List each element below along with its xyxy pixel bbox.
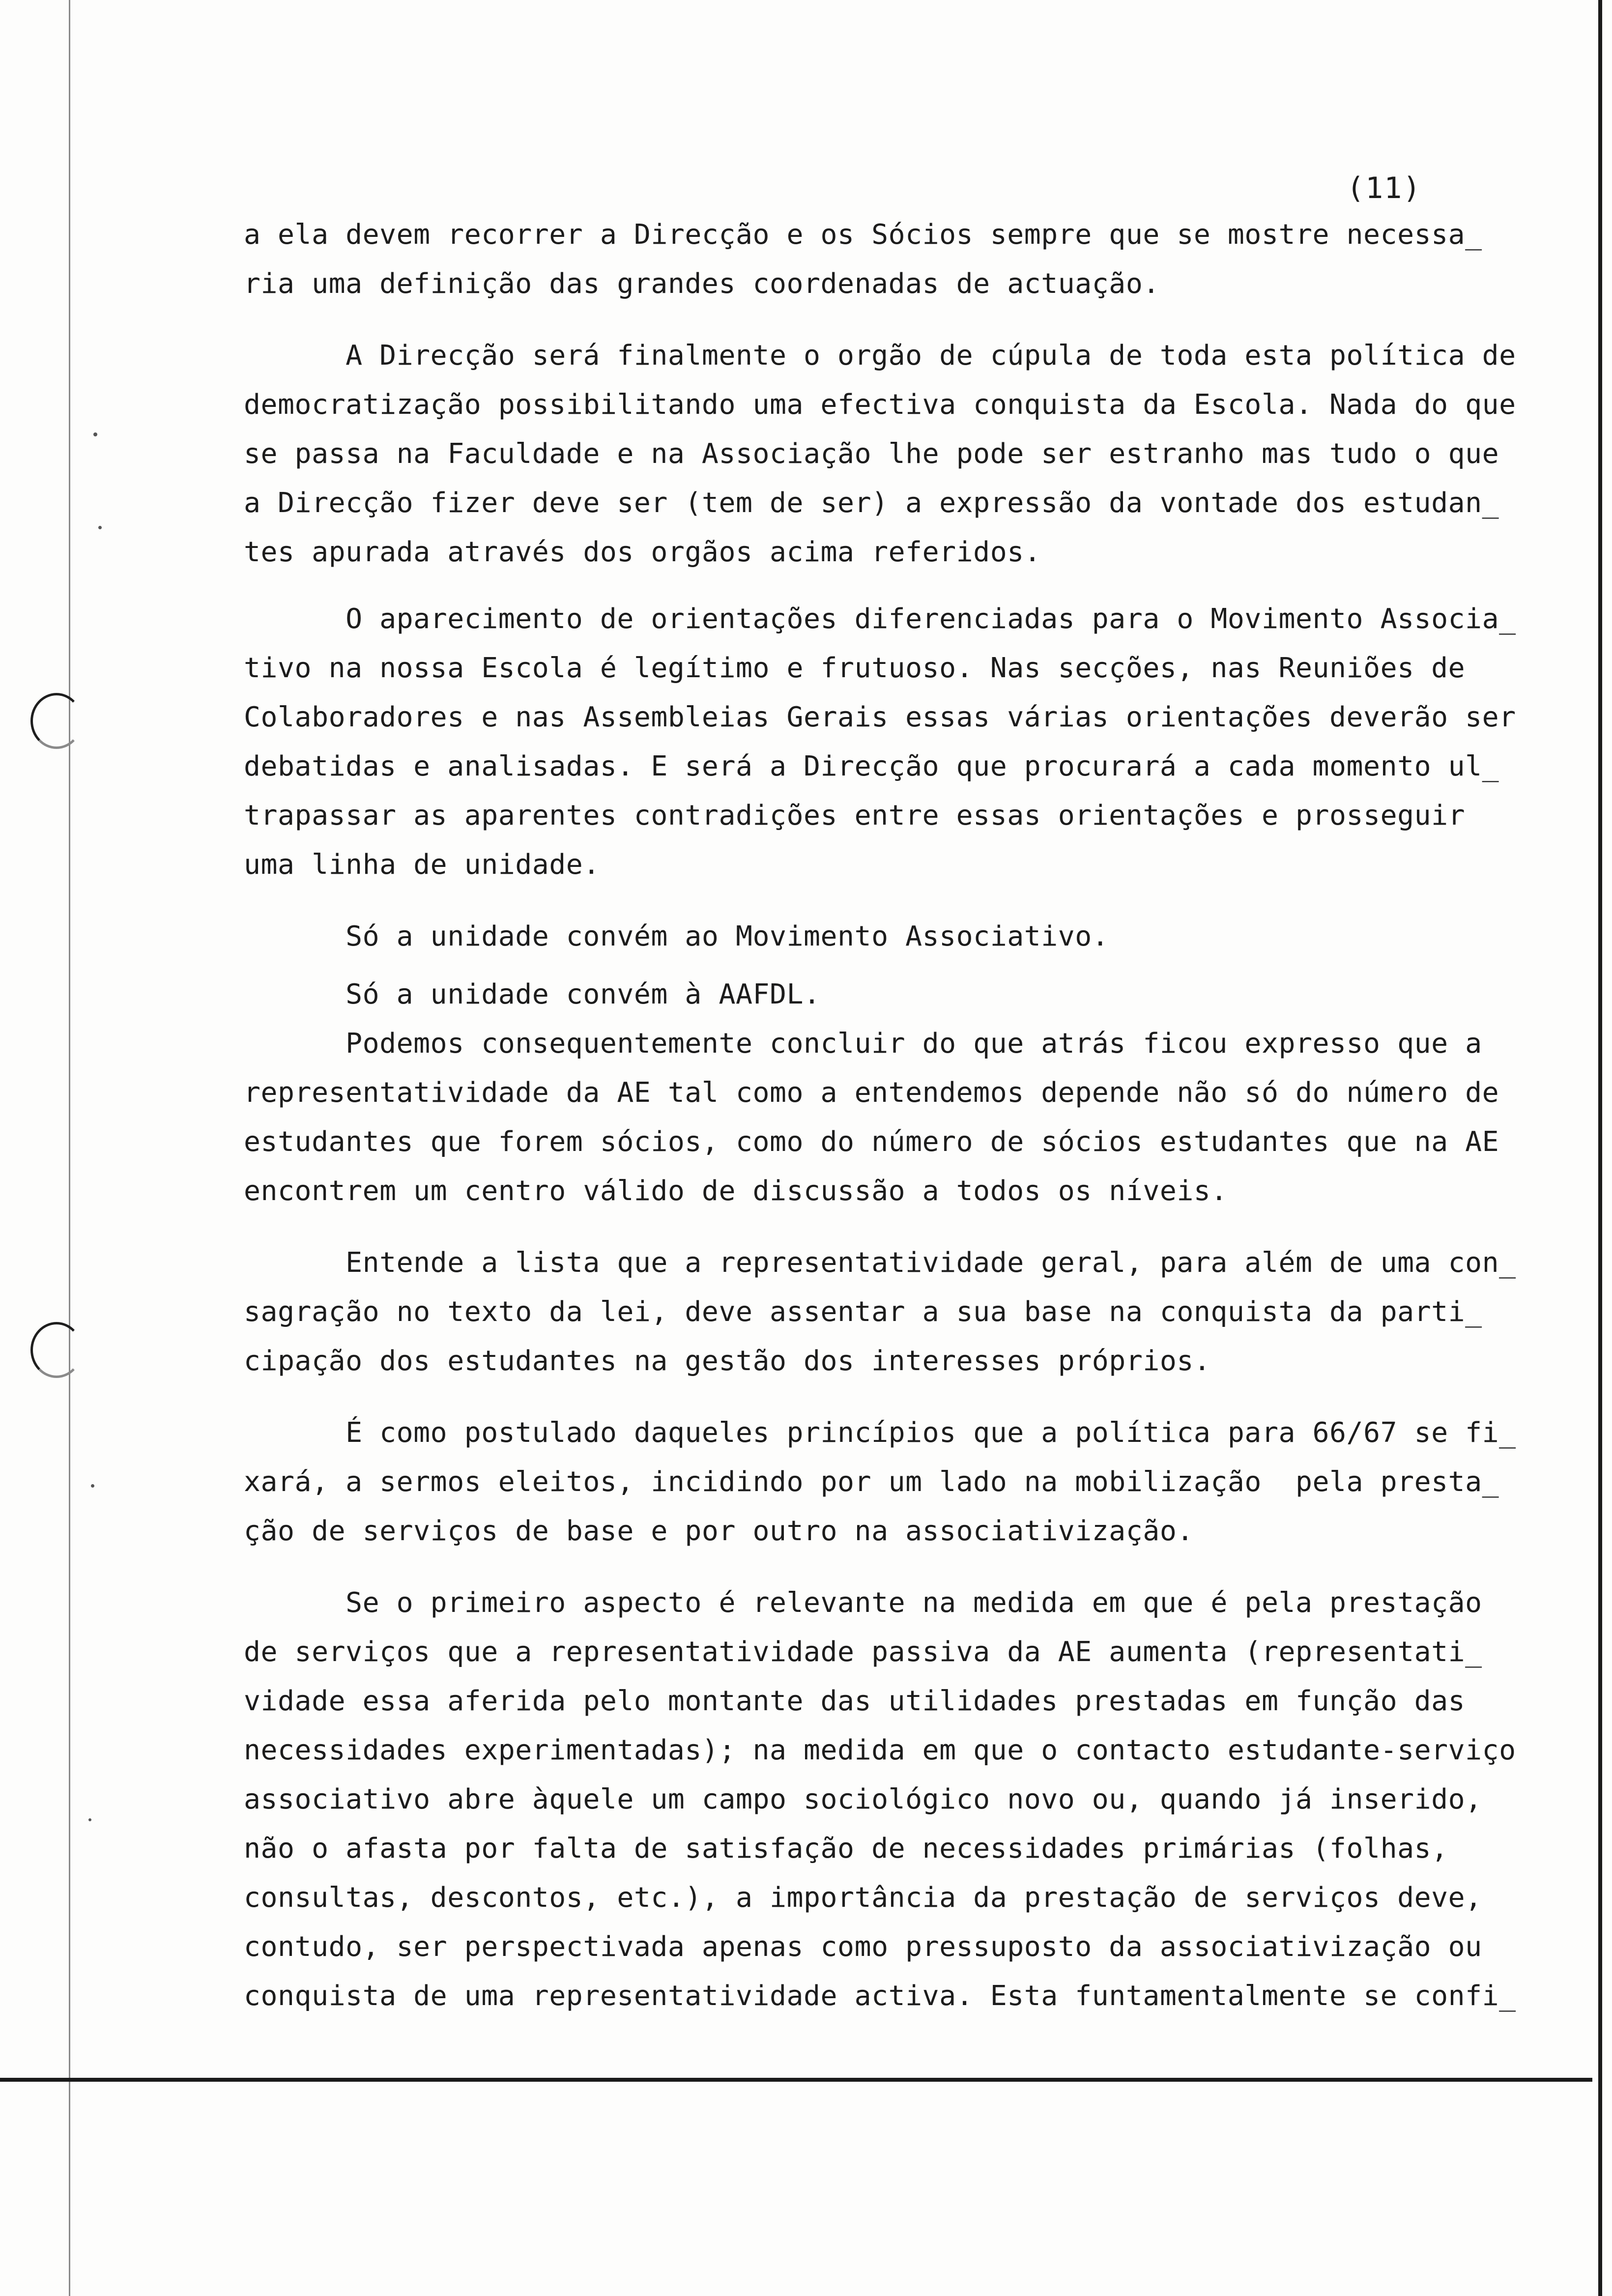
scan-speck <box>91 1484 94 1488</box>
punch-hole-mark <box>30 1322 83 1378</box>
scan-speck <box>88 1818 91 1821</box>
paragraph: É como postulado daqueles princípios que a política para 66/67 se fi_ xará, a sermos eleitos, incidindo por um lado na mobilização pela presta_ ção de serviços de base e por outro na associativização. <box>244 1417 1516 1547</box>
paragraph: Entende a lista que a representatividade geral, para além de uma con_ sagração no texto da lei, deve assentar a sua base na conquista da parti_ cipação dos estudantes na gestão dos interesses próprios. <box>244 1247 1516 1377</box>
scan-speck <box>98 526 102 529</box>
paragraph: Podemos consequentemente concluir do que atrás ficou expresso que a representatividade da AE tal como a entendemos depende não só do número de estudantes que forem sócios, como do número de sócios estudantes que na AE encontrem um centro válido de discussão a todos os níveis. <box>244 1028 1499 1207</box>
paragraph: Se o primeiro aspecto é relevante na medida em que é pela prestação de serviços que a representatividade passiva da AE aumenta (representati_ vidade essa aferida pelo montante das utilidades prestadas em função das necessidades experimentadas); na medida em que o contacto estudante-serviço associativo abre àquele um campo sociológico novo ou, quando já inserido, não o afasta por falta de satisfação de necessidades primárias (folhas, consultas, descontos, etc.), a importância da prestação de serviços deve, contudo, ser perspectivada apenas como pressuposto da associativização ou conquista de uma representatividade activa. Esta funtamentalmente se confi_ <box>244 1587 1516 2012</box>
paragraph: Só a unidade convém à AAFDL. <box>244 978 821 1010</box>
right-page-edge <box>1598 0 1602 2296</box>
punch-hole-mark <box>30 693 83 749</box>
paragraph: O aparecimento de orientações diferenciadas para o Movimento Associa_ tivo na nossa Escola é legítimo e frutuoso. Nas secções, nas Reuniões de Colaboradores e nas Assembleias Gerais essas várias orientações deverão ser debatidas e analisadas. E será a Direcção que procurará a cada momento ul_ trapassar as aparentes contradições entre essas orientações e prosseguir uma linha de unidade. <box>244 603 1516 881</box>
paragraph: A Direcção será finalmente o orgão de cúpula de toda esta política de democratização possibilitando uma efectiva conquista da Escola. Nada do que se passa na Faculdade e na Associação lhe pode ser estranho mas tudo o que a Direcção fizer deve ser (tem de ser) a expressão da vontade dos estudan_ tes apurada através dos orgãos acima referidos. <box>244 340 1516 568</box>
bottom-rule <box>0 2078 1592 2082</box>
left-binding-line <box>69 0 70 2296</box>
scan-speck <box>93 432 97 436</box>
paragraph: a ela devem recorrer a Direcção e os Sócios sempre que se mostre necessa_ ria uma definição das grandes coordenadas de actuação. <box>244 219 1482 300</box>
document-body <box>244 210 1581 2021</box>
paragraph: Só a unidade convém ao Movimento Associativo. <box>244 920 1109 952</box>
page-number: (11) <box>1347 171 1422 205</box>
